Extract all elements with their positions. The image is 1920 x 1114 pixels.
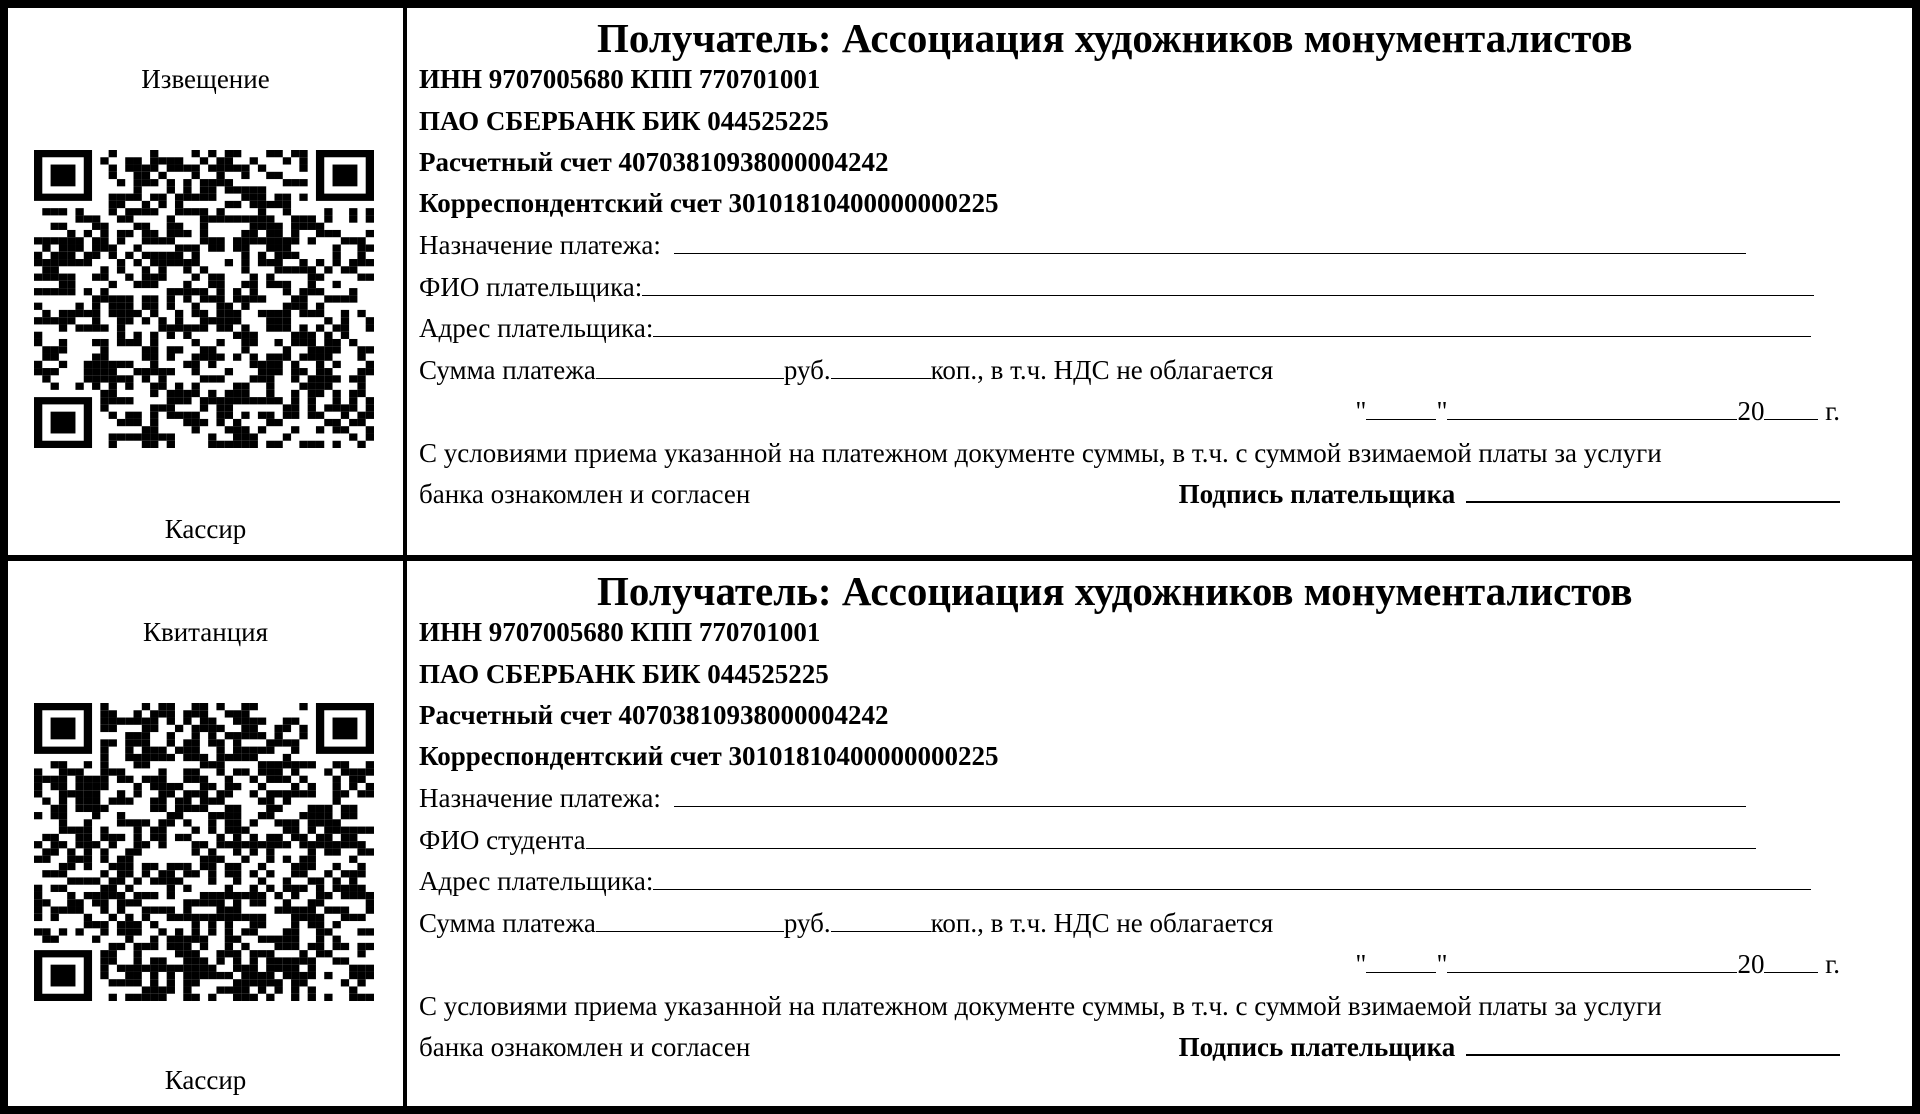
payment-purpose-label: Назначение платежа: bbox=[419, 230, 661, 260]
date-suffix: г. bbox=[1825, 949, 1840, 979]
date-year-prefix: 20 bbox=[1737, 396, 1765, 426]
payer-signature-field[interactable] bbox=[1466, 1030, 1840, 1056]
receipt-section bbox=[8, 561, 1912, 1106]
cashier-label: Кассир bbox=[164, 1065, 247, 1095]
payer-address-row bbox=[419, 864, 1811, 898]
payer-address-row bbox=[419, 311, 1811, 345]
date-quote-open: " bbox=[1355, 949, 1367, 979]
payment-sum-label: Сумма платежа bbox=[419, 908, 596, 938]
recipient-title: Получатель: Ассоциация художников монументалистов bbox=[597, 568, 1633, 614]
date-month-field[interactable] bbox=[1447, 395, 1737, 420]
rub-label: руб. bbox=[783, 355, 831, 385]
date-month-field[interactable] bbox=[1447, 948, 1737, 973]
payment-purpose-row bbox=[419, 228, 1746, 262]
receipt-left-column bbox=[8, 561, 407, 1106]
payer-address-label: Адрес плательщика: bbox=[419, 313, 654, 343]
qr-code-icon bbox=[34, 150, 374, 448]
sum-kop-field[interactable] bbox=[831, 907, 931, 932]
date-year-field[interactable] bbox=[1764, 395, 1818, 420]
inn-kpp: ИНН 9707005680 КПП 770701001 bbox=[419, 64, 821, 94]
payment-purpose-field[interactable] bbox=[674, 229, 1746, 254]
bank-bik: ПАО СБЕРБАНК БИК 044525225 bbox=[419, 659, 829, 689]
qr-code-icon bbox=[34, 703, 374, 1001]
notice-details bbox=[407, 8, 1912, 555]
payer-name-row bbox=[419, 270, 1814, 304]
sum-rub-field[interactable] bbox=[596, 907, 784, 932]
student-name-label: ФИО студента bbox=[419, 825, 586, 855]
payment-sum-row bbox=[419, 906, 1273, 940]
payer-signature-row bbox=[1179, 477, 1840, 511]
settlement-account: Расчетный счет 40703810938000004242 bbox=[419, 147, 889, 177]
date-row bbox=[1355, 947, 1840, 981]
rub-label: руб. bbox=[783, 908, 831, 938]
payer-signature-field[interactable] bbox=[1466, 477, 1840, 503]
date-quote-open: " bbox=[1355, 396, 1367, 426]
sum-rub-field[interactable] bbox=[596, 354, 784, 379]
payment-sum-row bbox=[419, 353, 1273, 387]
cashier-label: Кассир bbox=[164, 514, 247, 544]
notice-label: Извещение bbox=[141, 64, 270, 94]
notice-left-column bbox=[8, 8, 407, 555]
sum-kop-field[interactable] bbox=[831, 354, 931, 379]
student-name-row bbox=[419, 823, 1756, 857]
correspondent-account: Корреспондентский счет 30101810400000000225 bbox=[419, 741, 999, 771]
date-quote-close: " bbox=[1436, 396, 1448, 426]
date-day-field[interactable] bbox=[1366, 948, 1436, 973]
inn-kpp: ИНН 9707005680 КПП 770701001 bbox=[419, 617, 821, 647]
payment-sum-label: Сумма платежа bbox=[419, 355, 596, 385]
date-year-prefix: 20 bbox=[1737, 949, 1765, 979]
payer-signature-label: Подпись плательщика bbox=[1178, 1032, 1456, 1062]
payer-signature-row bbox=[1179, 1030, 1840, 1064]
payer-name-label: ФИО плательщика: bbox=[419, 272, 643, 302]
payer-signature-label: Подпись плательщика bbox=[1178, 479, 1456, 509]
payment-purpose-row bbox=[419, 781, 1746, 815]
terms-line-1: С условиями приема указанной на платежном документе суммы, в т.ч. с суммой взимаемой платы за услуги bbox=[419, 991, 1662, 1021]
kop-vat-label: коп., в т.ч. НДС не облагается bbox=[930, 908, 1274, 938]
payer-address-label: Адрес плательщика: bbox=[419, 866, 654, 896]
student-name-field[interactable] bbox=[586, 824, 1756, 849]
date-quote-close: " bbox=[1436, 949, 1448, 979]
date-suffix: г. bbox=[1825, 396, 1840, 426]
correspondent-account: Корреспондентский счет 30101810400000000225 bbox=[419, 188, 999, 218]
bank-bik: ПАО СБЕРБАНК БИК 044525225 bbox=[419, 106, 829, 136]
notice-section bbox=[8, 8, 1912, 561]
terms-line-2: банка ознакомлен и согласен bbox=[419, 1032, 751, 1062]
payment-purpose-field[interactable] bbox=[674, 782, 1746, 807]
payer-address-field[interactable] bbox=[653, 312, 1811, 337]
recipient-title: Получатель: Ассоциация художников монументалистов bbox=[597, 15, 1633, 61]
date-day-field[interactable] bbox=[1366, 395, 1436, 420]
settlement-account: Расчетный счет 40703810938000004242 bbox=[419, 700, 889, 730]
terms-line-1: С условиями приема указанной на платежном документе суммы, в т.ч. с суммой взимаемой платы за услуги bbox=[419, 438, 1662, 468]
date-year-field[interactable] bbox=[1764, 948, 1818, 973]
payer-address-field[interactable] bbox=[653, 865, 1811, 890]
receipt-label: Квитанция bbox=[142, 617, 269, 647]
payer-name-field[interactable] bbox=[642, 271, 1814, 296]
terms-line-2: банка ознакомлен и согласен bbox=[419, 479, 751, 509]
payment-purpose-label: Назначение платежа: bbox=[419, 783, 661, 813]
kop-vat-label: коп., в т.ч. НДС не облагается bbox=[930, 355, 1274, 385]
date-row bbox=[1355, 394, 1840, 428]
receipt-details bbox=[407, 561, 1912, 1106]
